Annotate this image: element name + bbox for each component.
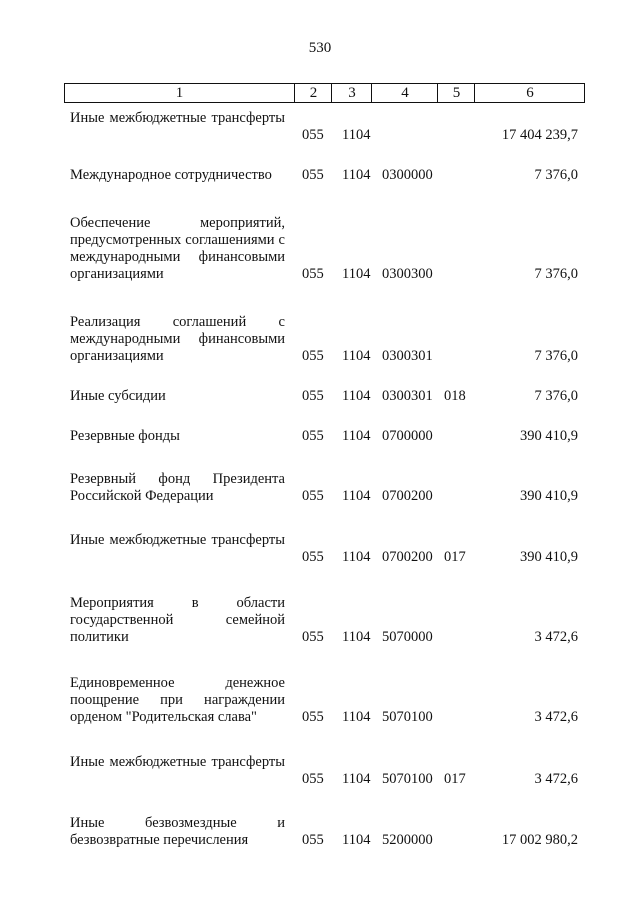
row-col-5: 017 xyxy=(444,771,466,787)
row-col-2: 055 xyxy=(302,832,324,848)
row-col-6: 390 410,9 xyxy=(520,488,578,504)
row-col-6: 3 472,6 xyxy=(534,629,578,645)
row-col-6: 3 472,6 xyxy=(534,771,578,787)
row-col-3: 1104 xyxy=(342,771,371,787)
table-row xyxy=(0,532,640,566)
row-col-2: 055 xyxy=(302,266,324,282)
row-name: Реализация соглашений с международными финансовыми организациями xyxy=(70,314,285,364)
row-name: Иные межбюджетные трансферты xyxy=(70,532,285,548)
table-row xyxy=(0,388,640,405)
row-col-4: 5070100 xyxy=(382,709,433,725)
row-col-4: 5070100 xyxy=(382,771,433,787)
row-col-4: 0300301 xyxy=(382,348,433,364)
row-name: Резервные фонды xyxy=(70,428,180,444)
header-col-4: 4 xyxy=(371,84,438,102)
row-col-6: 7 376,0 xyxy=(534,167,578,183)
header-col-3: 3 xyxy=(331,84,372,102)
row-col-6: 17 404 239,7 xyxy=(501,127,578,143)
row-col-3: 1104 xyxy=(342,428,371,444)
row-col-3: 1104 xyxy=(342,709,371,725)
row-col-2: 055 xyxy=(302,167,324,183)
row-name: Иные межбюджетные трансферты xyxy=(70,110,285,126)
row-col-2: 055 xyxy=(302,709,324,725)
row-col-6: 390 410,9 xyxy=(520,549,578,565)
row-col-3: 1104 xyxy=(342,832,371,848)
table-row xyxy=(0,675,640,726)
row-col-4: 0700200 xyxy=(382,549,433,565)
row-col-3: 1104 xyxy=(342,167,371,183)
header-col-6: 6 xyxy=(474,84,585,102)
table-row xyxy=(0,595,640,646)
row-col-2: 055 xyxy=(302,771,324,787)
row-name: Иные субсидии xyxy=(70,388,166,404)
row-name: Иные безвозмездные и безвозвратные перечисления xyxy=(70,815,285,848)
row-name: Международное сотрудничество xyxy=(70,167,272,183)
row-name: Резервный фонд Президента Российской Федерации xyxy=(70,471,285,504)
row-col-4: 0300300 xyxy=(382,266,433,282)
row-col-3: 1104 xyxy=(342,348,371,364)
row-col-6: 390 410,9 xyxy=(520,428,578,444)
row-name: Мероприятия в области государственной семейной политики xyxy=(70,595,285,645)
row-name: Единовременное денежное поощрение при награждении орденом "Родительская слава" xyxy=(70,675,285,725)
row-col-2: 055 xyxy=(302,629,324,645)
table-row xyxy=(0,215,640,283)
row-col-2: 055 xyxy=(302,549,324,565)
row-col-2: 055 xyxy=(302,488,324,504)
row-name: Обеспечение мероприятий, предусмотренных соглашениями с международными финансовыми организациями xyxy=(70,215,285,282)
row-col-3: 1104 xyxy=(342,629,371,645)
table-row xyxy=(0,314,640,365)
row-col-6: 7 376,0 xyxy=(534,266,578,282)
page-number: 530 xyxy=(308,40,332,56)
row-col-6: 3 472,6 xyxy=(534,709,578,725)
row-col-6: 7 376,0 xyxy=(534,348,578,364)
row-col-4: 0300000 xyxy=(382,167,433,183)
row-col-3: 1104 xyxy=(342,549,371,565)
row-col-3: 1104 xyxy=(342,127,371,143)
row-col-6: 17 002 980,2 xyxy=(501,832,578,848)
row-col-4: 5200000 xyxy=(382,832,433,848)
row-name: Иные межбюджетные трансферты xyxy=(70,754,285,770)
row-col-2: 055 xyxy=(302,388,324,404)
table-row xyxy=(0,110,640,144)
header-col-2: 2 xyxy=(294,84,332,102)
row-col-4: 5070000 xyxy=(382,629,433,645)
row-col-4: 0700000 xyxy=(382,428,433,444)
table-row xyxy=(0,815,640,849)
table-row xyxy=(0,754,640,788)
header-col-1: 1 xyxy=(175,85,184,101)
table-row xyxy=(0,471,640,505)
row-col-2: 055 xyxy=(302,127,324,143)
table-row xyxy=(0,167,640,184)
row-col-2: 055 xyxy=(302,428,324,444)
row-col-6: 7 376,0 xyxy=(534,388,578,404)
row-col-5: 017 xyxy=(444,549,466,565)
row-col-5: 018 xyxy=(444,388,466,404)
row-col-4: 0300301 xyxy=(382,388,433,404)
row-col-2: 055 xyxy=(302,348,324,364)
row-col-4: 0700200 xyxy=(382,488,433,504)
row-col-3: 1104 xyxy=(342,488,371,504)
header-col-5: 5 xyxy=(437,84,475,102)
row-col-3: 1104 xyxy=(342,388,371,404)
row-col-3: 1104 xyxy=(342,266,371,282)
table-row xyxy=(0,428,640,445)
table-header xyxy=(64,83,585,103)
